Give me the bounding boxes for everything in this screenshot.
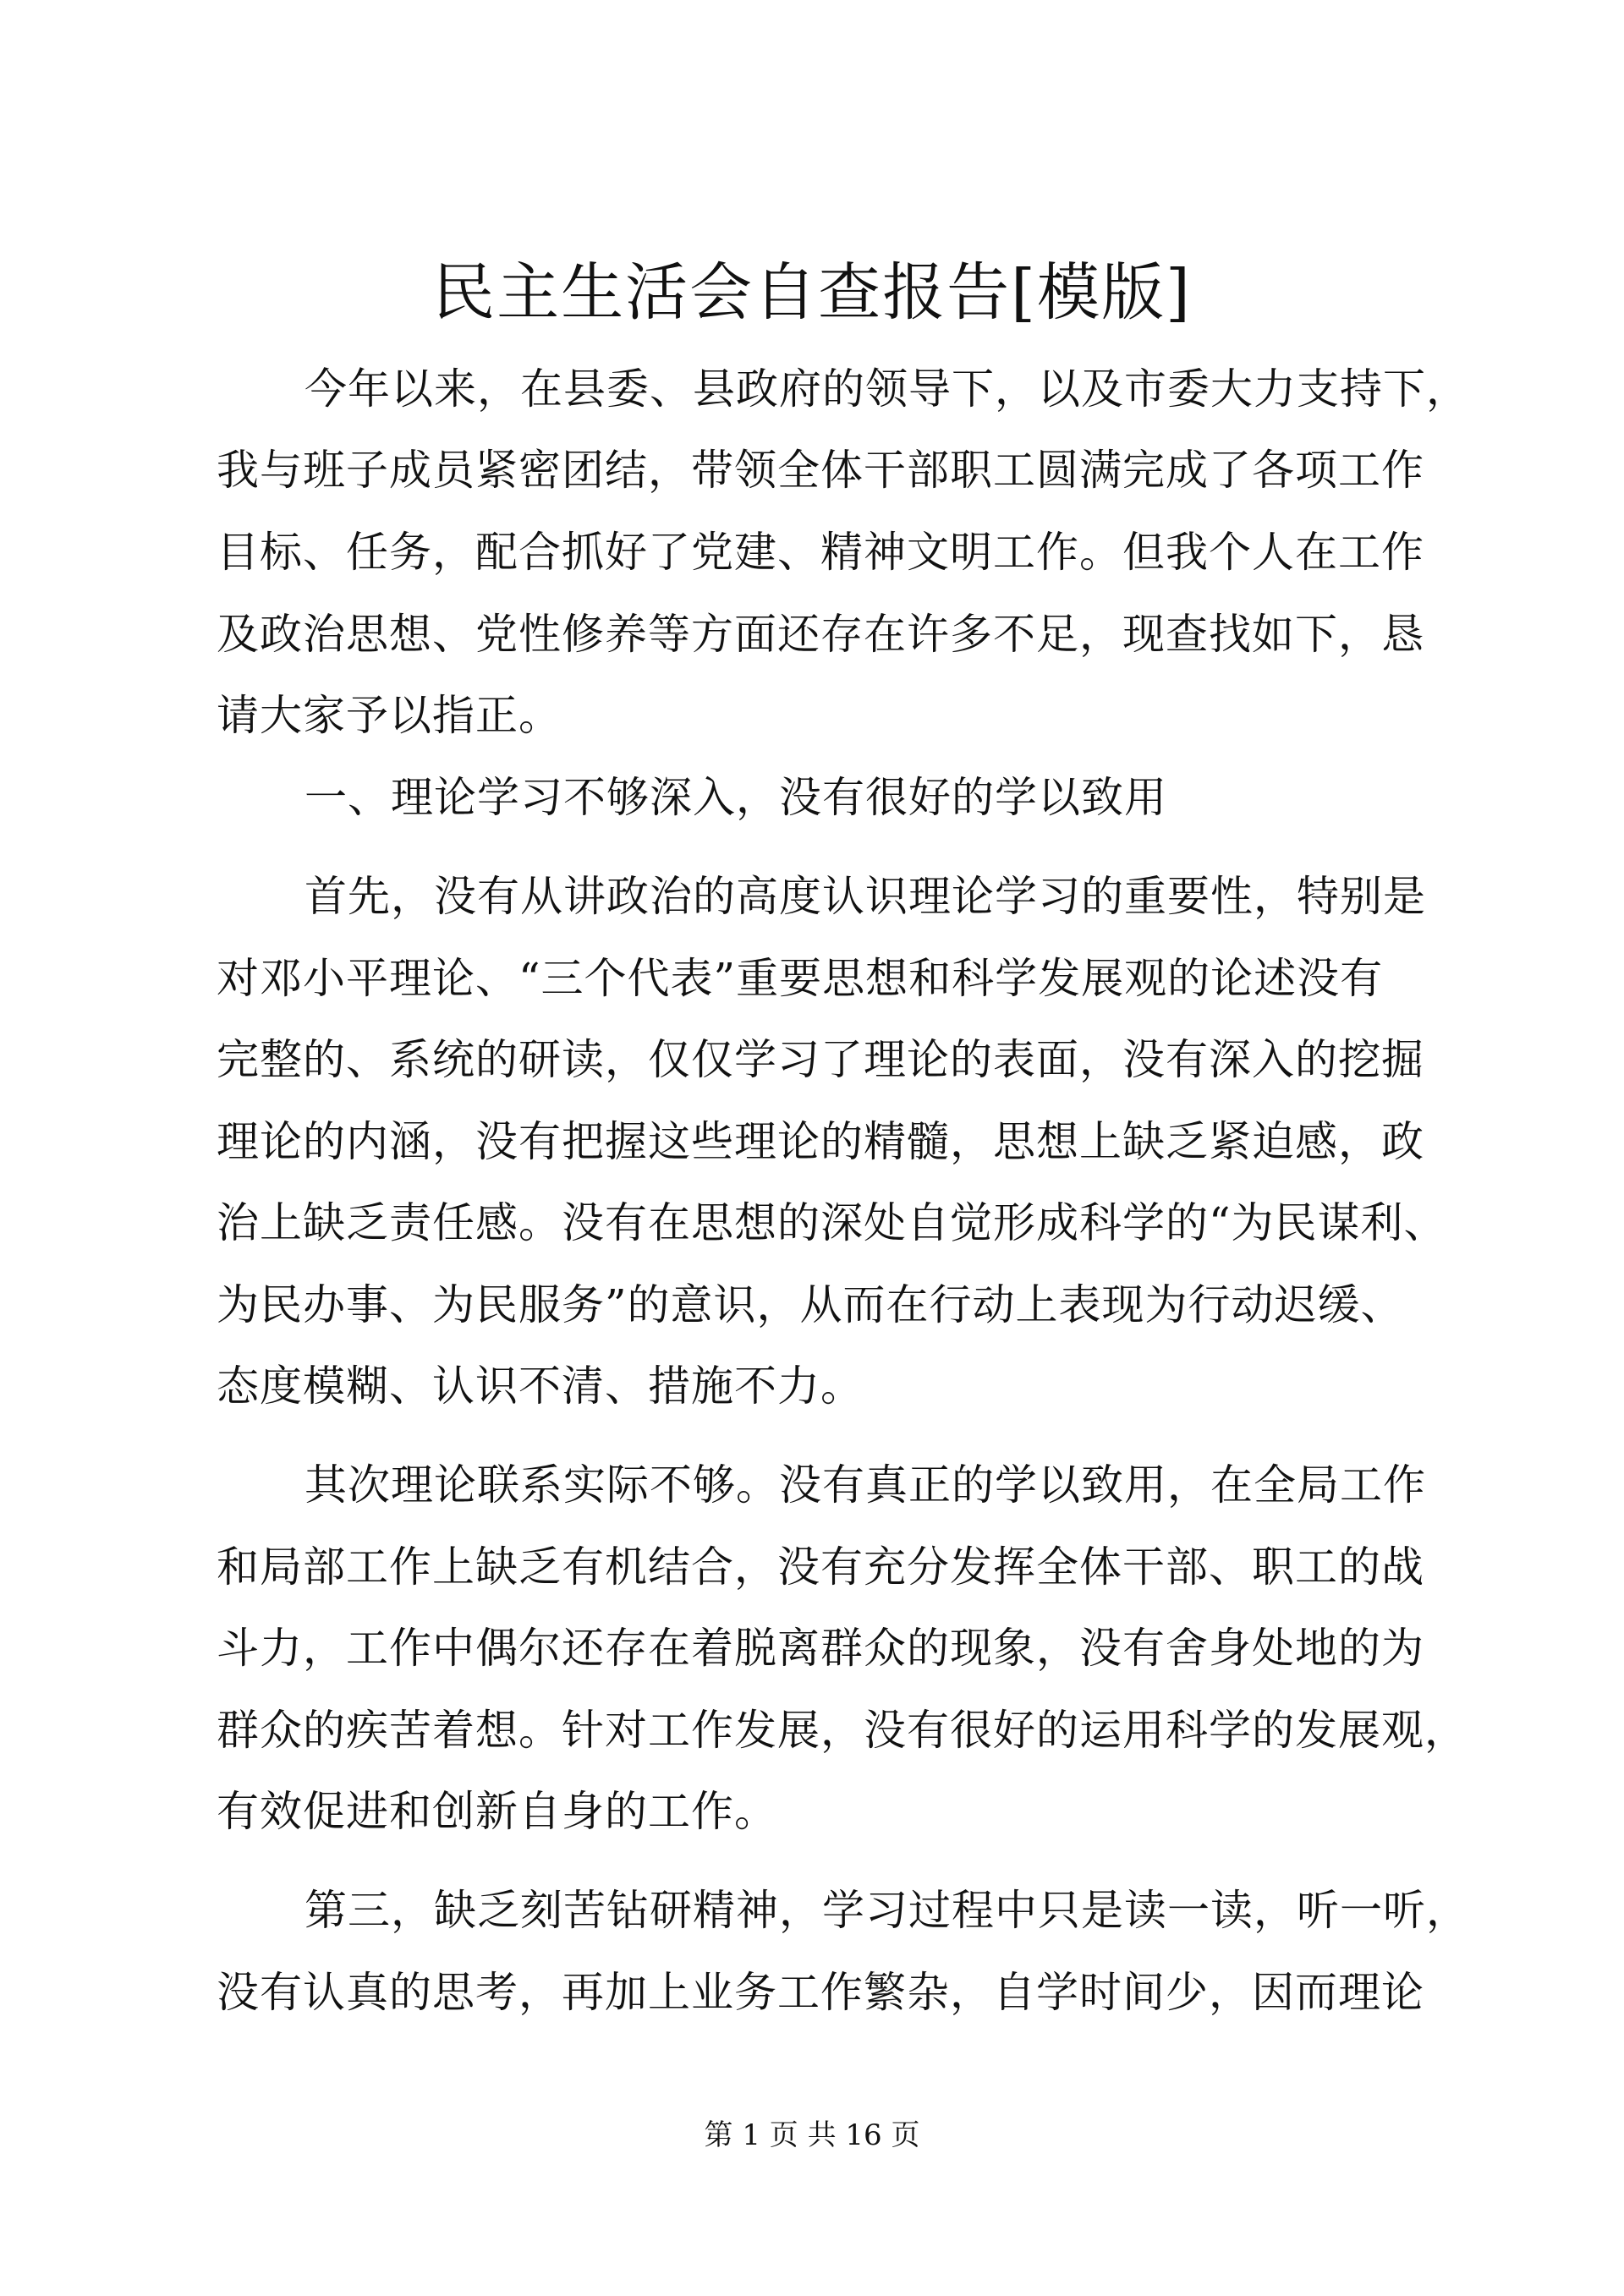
body-line: 斗力，工作中偶尔还存在着脱离群众的现象，没有舍身处地的为: [217, 1624, 1424, 1673]
body-line: 请大家予以指正。: [217, 691, 562, 740]
body-line: 群众的疾苦着想。针对工作发展，没有很好的运用科学的发展观，: [217, 1706, 1468, 1755]
body-line: 有效促进和创新自身的工作。: [217, 1787, 777, 1836]
page-footer: 第 1 页 共 16 页: [704, 2118, 920, 2152]
body-line: 治上缺乏责任感。没有在思想的深处自觉形成科学的“为民谋利、: [217, 1198, 1447, 1247]
body-line: 没有认真的思考，再加上业务工作繁杂，自学时间少，因而理论: [217, 1968, 1424, 2017]
body-line: 目标、任务，配合抓好了党建、精神文明工作。但我个人在工作: [217, 528, 1424, 577]
body-line: 为民办事、为民服务”的意识，从而在行动上表现为行动迟缓、: [217, 1280, 1404, 1329]
body-line: 我与班子成员紧密团结，带领全体干部职工圆满完成了各项工作: [217, 446, 1424, 495]
body-line: 对邓小平理论、“三个代表”重要思想和科学发展观的论述没有: [217, 954, 1384, 1003]
body-line: 完整的、系统的研读，仅仅学习了理论的表面，没有深入的挖掘: [217, 1035, 1424, 1084]
body-line: 第三，缺乏刻苦钻研精神，学习过程中只是读一读，听一听，: [304, 1886, 1469, 1935]
section-heading: 一、理论学习不够深入，没有很好的学以致用: [304, 773, 1167, 822]
document-title: 民主生活会自查报告[模版]: [432, 256, 1192, 329]
body-line: 首先，没有从讲政治的高度认识理论学习的重要性，特别是: [304, 872, 1426, 921]
body-line: 及政治思想、党性修养等方面还存在许多不足，现查找如下，恳: [217, 610, 1424, 659]
body-line: 和局部工作上缺乏有机结合，没有充分发挥全体干部、职工的战: [217, 1543, 1424, 1592]
body-line: 今年以来，在县委、县政府的领导下，以及市委大力支持下，: [304, 364, 1469, 414]
body-line: 态度模糊、认识不清、措施不力。: [217, 1362, 864, 1411]
body-line: 理论的内涵，没有把握这些理论的精髓，思想上缺乏紧迫感，政: [217, 1117, 1424, 1166]
body-line: 其次理论联系实际不够。没有真正的学以致用，在全局工作: [304, 1460, 1426, 1510]
